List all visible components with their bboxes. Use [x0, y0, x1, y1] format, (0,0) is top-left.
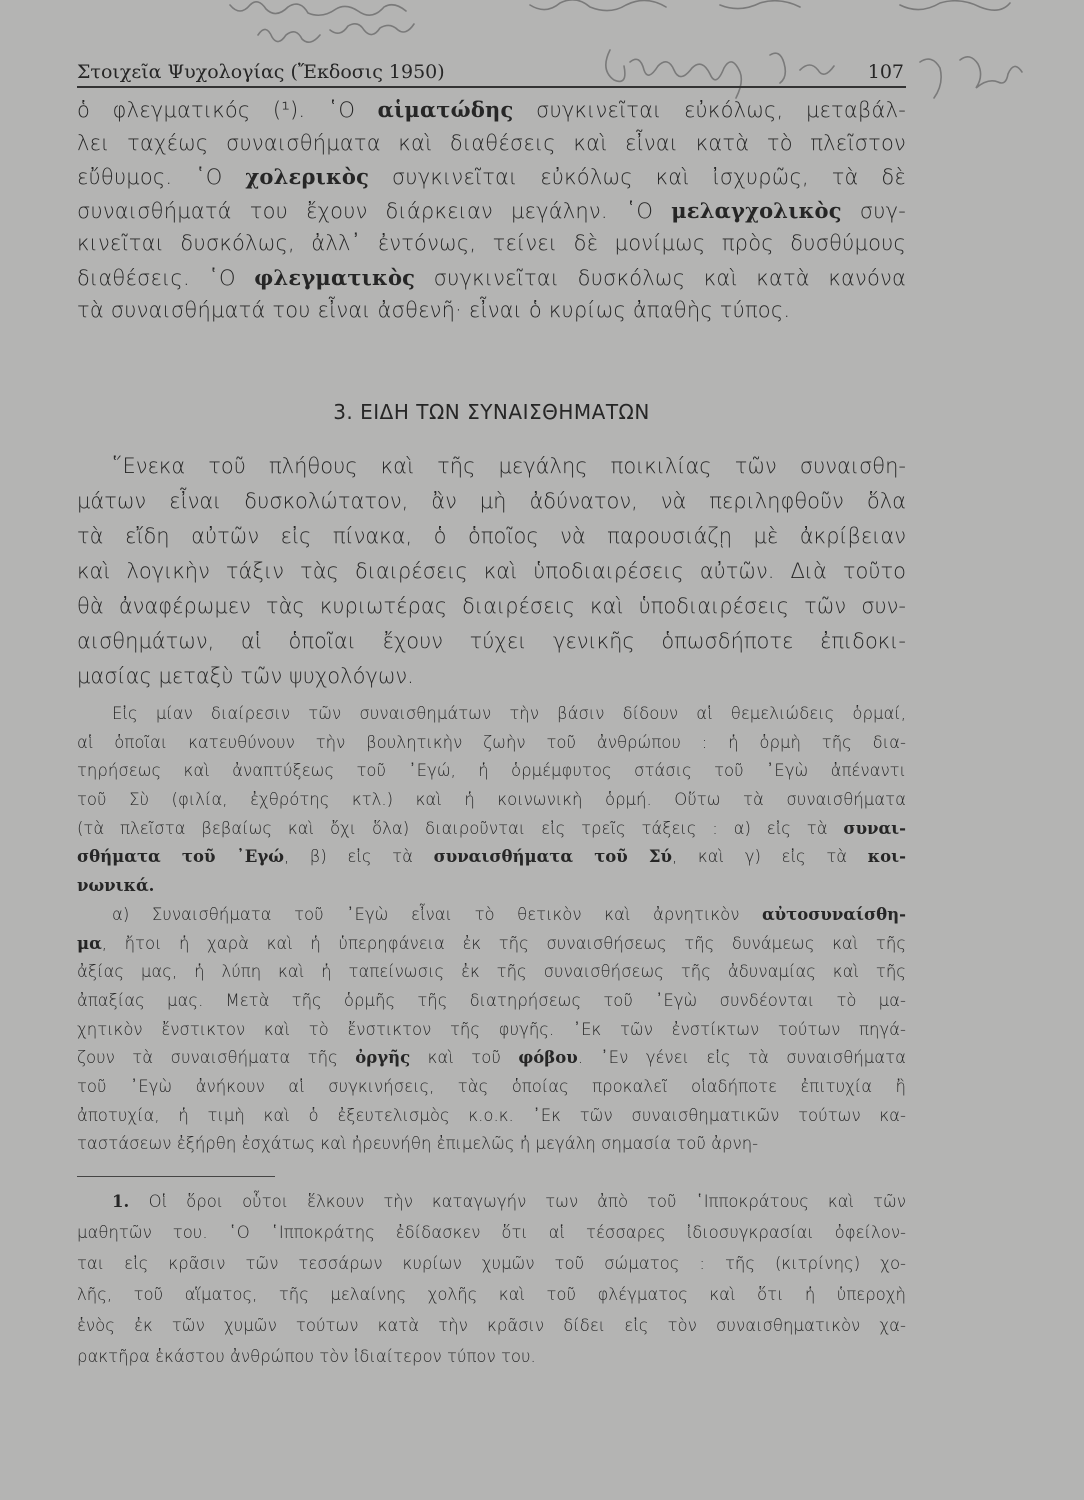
bold-term: 1.	[112, 1192, 149, 1211]
text-line	[77, 1347, 906, 1378]
bold-term: φόβου	[518, 1048, 578, 1068]
text-line	[77, 265, 906, 299]
text-segment: ταστάσεων ἐξήρθη ἐσχάτως καὶ ἠρευνήθη ἐπιμελῶς ἡ μεγάλη σημασία τοῦ ἀρνη-	[77, 1134, 759, 1154]
bold-term: νωνικά.	[77, 876, 155, 896]
text-segment: (τὰ πλεῖστα βεβαίως καὶ ὄχι ὅλα) διαιροῦνται εἰς τρεῖς τάξεις : α) εἰς τὰ	[77, 818, 844, 838]
text-line	[77, 991, 906, 1020]
footnote-separator	[77, 1176, 275, 1177]
text-segment: καὶ τοῦ	[410, 1048, 519, 1068]
text-segment: , ἤτοι ἡ χαρὰ καὶ ἡ ὑπερηφάνεια ἐκ τῆς συναισθήσεως τῆς δυνάμεως καὶ τῆς	[101, 933, 906, 953]
text-segment: εὔθυμος. ῾Ο	[77, 165, 246, 189]
bold-term: φλεγματικὸς	[254, 264, 416, 290]
paragraph-temperaments	[77, 97, 906, 332]
text-segment: λει ταχέως συναισθήματα καὶ διαθέσεις καὶ εἶναι κατὰ τὸ πλεῖστον	[77, 130, 906, 155]
text-segment: μασίας μεταξὺ τῶν ψυχολόγων.	[77, 664, 414, 688]
section-heading: 3. ΕΙΔΗ ΤΩΝ ΣΥΝΑΙΣΘΗΜΑΤΩΝ	[333, 400, 650, 424]
running-header	[77, 56, 906, 88]
text-segment: , καὶ γ) εἰς τὰ	[672, 847, 868, 867]
text-line	[77, 298, 906, 332]
text-segment: ἀξίας μας, ἡ λύπη καὶ ἡ ταπείνωσις ἐκ τῆς συναισθήσεως τῆς ἀδυναμίας καὶ τῆς	[77, 962, 906, 982]
text-segment: ὁ φλεγματικός (¹). ῾Ο	[77, 98, 378, 122]
text-segment: τοῦ Σὺ (φιλία, ἐχθρότης κτλ.) καὶ ἡ κοινωνικὴ ὁρμή. Οὕτω τὰ συναισθήματα	[77, 790, 906, 810]
bold-term: συναι-	[843, 818, 906, 838]
text-line	[77, 664, 906, 699]
text-line	[77, 733, 906, 762]
text-segment: καὶ λογικὴν τάξιν τὰς διαιρέσεις καὶ ὑποδιαιρέσεις αὐτῶν. Διὰ τοῦτο	[77, 559, 906, 583]
text-segment: λῆς, τοῦ αἵματος, τῆς μελαίνης χολῆς καὶ τοῦ φλέγματος καὶ ὅτι ἡ ὑπεροχὴ	[77, 1285, 906, 1304]
text-segment: ται εἰς κρᾶσιν τῶν τεσσάρων κυρίων χυμῶν τοῦ σώματος : τῆς (κιτρίνης) χο-	[77, 1254, 906, 1273]
text-segment: μαθητῶν του. ῾Ο ῾Ιπποκράτης ἐδίδασκεν ὅτι αἱ τέσσαρες ἰδιοσυγκρασίαι ὀφείλον-	[77, 1223, 906, 1242]
text-segment: συναισθήματά του ἔχουν διάρκειαν μεγάλην. ῾Ο	[77, 198, 672, 223]
text-line	[77, 97, 906, 131]
text-segment: συγκινεῖται δυσκόλως καὶ κατὰ κανόνα	[415, 265, 906, 290]
text-segment: Εἰς μίαν διαίρεσιν τῶν συναισθημάτων τὴν βάσιν δίδουν αἱ θεμελιώδεις ὁρμαί,	[112, 704, 906, 723]
text-line	[77, 1048, 906, 1077]
text-line	[77, 934, 906, 963]
text-line	[77, 790, 906, 819]
text-line	[77, 164, 906, 198]
paragraph-intro-kinds	[77, 454, 906, 699]
text-line	[77, 1316, 906, 1347]
text-segment: ῞Ενεκα τοῦ πλήθους καὶ τῆς μεγάλης ποικιλίας τῶν συναισθη-	[112, 454, 906, 478]
text-line	[77, 231, 906, 265]
text-segment: ἑνὸς ἐκ τῶν χυμῶν τούτων κατὰ τὴν κρᾶσιν δίδει εἰς τὸν συναισθηματικὸν χα-	[77, 1316, 906, 1335]
footnote	[77, 1192, 906, 1378]
text-line	[77, 1223, 906, 1254]
text-segment: Οἱ ὅροι οὗτοι ἕλκουν τὴν καταγωγήν των ἀπὸ τοῦ ῾Ιπποκράτους καὶ τῶν	[148, 1192, 906, 1211]
text-segment: μάτων εἶναι δυσκολώτατον, ἂν μὴ ἀδύνατον, νὰ περιληφθοῦν ὅλα	[77, 489, 906, 513]
text-segment: ρακτῆρα ἑκάστου ἀνθρώπου τὸν ἰδιαίτερον τύπον του.	[77, 1347, 536, 1366]
text-line	[77, 1134, 906, 1163]
bold-term: κοι-	[867, 847, 906, 867]
text-line	[77, 819, 906, 848]
text-segment: ἀπαξίας μας. Μετὰ τῆς ὁρμῆς τῆς διατηρήσεως τοῦ ᾿Εγὼ συνδέονται τὸ μα-	[77, 990, 906, 1010]
paragraph-small-print	[77, 704, 906, 1163]
text-line	[77, 1020, 906, 1049]
text-line	[77, 524, 906, 559]
text-segment: τὰ συναισθήματά του εἶναι ἀσθενῆ· εἶναι ὁ κυρίως ἀπαθὴς τύπος.	[77, 298, 791, 322]
text-segment: τηρήσεως καὶ ἀναπτύξεως τοῦ ᾿Εγώ, ἡ ὁρμέμφυτος στάσις τοῦ ᾿Εγὼ ἀπέναντι	[77, 761, 906, 781]
text-segment: αισθημάτων, αἱ ὁποῖαι ἔχουν τύχει γενικῆς ὁπωσδήποτε ἐπιδοκι-	[77, 629, 906, 653]
text-line	[77, 905, 906, 934]
text-segment: χητικὸν ἔνστικτον καὶ τὸ ἔνστικτον τῆς φυγῆς. ᾿Εκ τῶν ἐνστίκτων τούτων πηγά-	[77, 1019, 906, 1039]
text-segment: . ᾿Εν γένει εἰς τὰ συναισθήματα	[577, 1048, 906, 1068]
text-segment: θὰ ἀναφέρωμεν τὰς κυριωτέρας διαιρέσεις καὶ ὑποδιαιρέσεις τῶν συν-	[77, 594, 906, 618]
text-line	[77, 761, 906, 790]
text-segment: τὰ εἴδη αὐτῶν εἰς πίνακα, ὁ ὁποῖος νὰ παρουσιάζῃ μὲ ἀκρίβειαν	[77, 524, 906, 548]
bold-term: μελαγχολικὸς	[671, 197, 842, 223]
bold-term: ὀργῆς	[355, 1048, 411, 1068]
text-line	[77, 1077, 906, 1106]
text-segment: κινεῖται δυσκόλως, ἀλλ᾽ ἐντόνως, τείνει δὲ μονίμως πρὸς δυσθύμους	[77, 231, 906, 255]
text-line	[77, 198, 906, 232]
bold-term: συναισθήματα τοῦ Σύ	[433, 847, 672, 867]
text-line	[77, 1254, 906, 1285]
page-number: 107	[867, 61, 904, 83]
bold-term: αἱματώδης	[377, 97, 514, 122]
book-title: Στοιχεῖα Ψυχολογίας (Ἔκδοσις 1950)	[77, 61, 445, 83]
text-segment: συγκινεῖται εὐκόλως καὶ ἰσχυρῶς, τὰ δὲ	[369, 165, 906, 189]
text-line	[77, 1285, 906, 1316]
text-line	[77, 876, 906, 905]
text-line	[77, 629, 906, 664]
bold-term: χολερικὸς	[245, 164, 370, 189]
text-line	[77, 489, 906, 524]
text-segment: α) Συναισθήματα τοῦ ᾿Εγὼ εἶναι τὸ θετικὸν καὶ ἀρνητικὸν	[112, 904, 762, 924]
text-line	[77, 847, 906, 876]
text-line	[77, 962, 906, 991]
text-segment: ἀποτυχία, ἡ τιμὴ καὶ ὁ ἐξευτελισμὸς κ.ο.κ. ᾿Εκ τῶν συναισθηματικῶν τούτων κα-	[77, 1105, 906, 1125]
text-segment: , β) εἰς τὰ	[283, 847, 434, 867]
text-segment: διαθέσεις. ῾Ο	[77, 265, 255, 290]
text-segment: συγκινεῖται εὐκόλως, μεταβάλ-	[513, 98, 906, 122]
text-line	[77, 454, 906, 489]
bold-term: μα	[77, 933, 102, 953]
text-line	[77, 1192, 906, 1223]
text-line	[77, 704, 906, 733]
text-segment: συγ-	[841, 198, 906, 223]
text-segment: ζουν τὰ συναισθήματα τῆς	[77, 1048, 356, 1068]
text-segment: αἱ ὁποῖαι κατευθύνουν τὴν βουλητικὴν ζωὴν τοῦ ἀνθρώπου : ἡ ὁρμὴ τῆς δια-	[77, 732, 906, 752]
bold-term: σθήματα τοῦ ᾿Εγώ	[77, 847, 284, 867]
text-line	[77, 131, 906, 165]
text-line	[77, 594, 906, 629]
text-segment: τοῦ ᾿Εγὼ ἀνήκουν αἱ συγκινήσεις, τὰς ὁποίας προκαλεῖ οἱαδήποτε ἐπιτυχία ἢ	[77, 1076, 906, 1096]
bold-term: αὐτοσυναίσθη-	[761, 904, 906, 924]
text-line	[77, 1106, 906, 1135]
text-line	[77, 559, 906, 594]
